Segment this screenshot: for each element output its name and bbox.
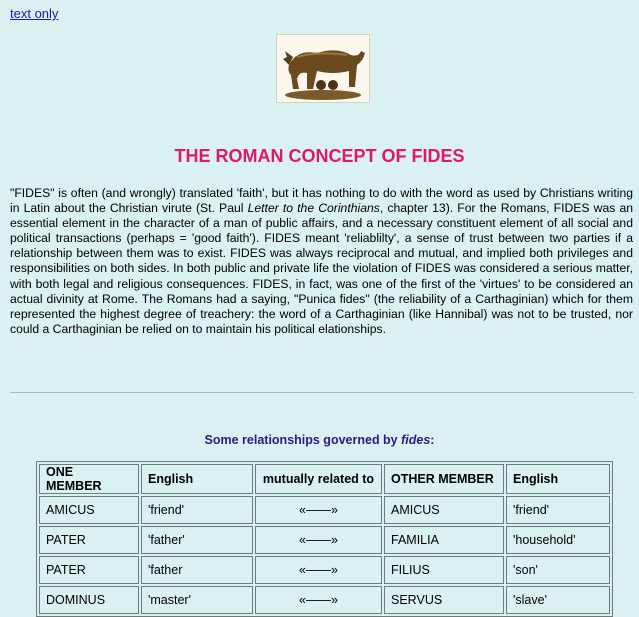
table-cell: PATER [39,556,139,584]
table-cell: 'father [141,556,253,584]
table-cell: 'slave' [506,586,610,614]
header-mutually-related: mutually related to [255,464,382,494]
table-row [39,526,610,554]
header-english: English [141,464,253,494]
table-cell: «——» [255,586,382,614]
intro-paragraph: "FIDES" is often (and wrongly) translated 'faith', but it has nothing to do with the word as used by Christians writing in Latin about the Christian virute (St. Paul Letter to the Corinthians, chapter 13). For the Romans, FIDES was an essential element in the character of a man of public affairs, and a necessary constituent element of all social and political transactions (perhaps = 'good faith'). FIDES meant 'reliablilty', a sense of trust between two parties if a relationship between them was to exist. FIDES was always reciprocal and mutual, and implied both privileges and responsibilities on both sides. In both public and private life the violation of FIDES was considered a serious matter, with both legal and religious consequences. FIDES, in fact, was one of the first of the 'virtues' to be considered an actual divinity at Rome. The Romans had a saying, "Punica fides" (the reliability of a Carthaginian) which for them represented the highest degree of treachery: the word of a Carthaginian (like Hannibal) was not to be trusted, nor could a Carthaginian be relied on to maintain his political elationships. [10,186,634,336]
header-one-member: ONE MEMBER [39,464,139,494]
table-cell: AMICUS [39,496,139,524]
page-title: THE ROMAN CONCEPT OF FIDES [174,146,465,166]
table-cell: «——» [255,556,382,584]
table-cell: 'father' [141,526,253,554]
capitoline-wolf-image [276,34,370,103]
header-other-member: OTHER MEMBER [384,464,504,494]
table-cell: FILIUS [384,556,504,584]
table-cell: AMICUS [384,496,504,524]
table-cell: 'son' [506,556,610,584]
text-only-link[interactable]: text only [10,6,59,21]
table-cell: «——» [255,496,382,524]
table-cell: «——» [255,526,382,554]
section-divider [10,392,633,393]
table-cell: 'household' [506,526,610,554]
table-cell: FAMILIA [384,526,504,554]
wolf-statue-icon [277,35,369,102]
table-cell: 'master' [141,586,253,614]
table-cell: 'friend' [506,496,610,524]
table-cell: PATER [39,526,139,554]
relationships-table [36,461,613,617]
table-cell: DOMINUS [39,586,139,614]
table-header-row [39,464,610,494]
table-cell: SERVUS [384,586,504,614]
table-row [39,556,610,584]
table-row [39,586,610,614]
table-heading: Some relationships governed by fides: [204,433,435,447]
table-row [39,496,610,524]
header-english-other: English [506,464,610,494]
table-cell: 'friend' [141,496,253,524]
